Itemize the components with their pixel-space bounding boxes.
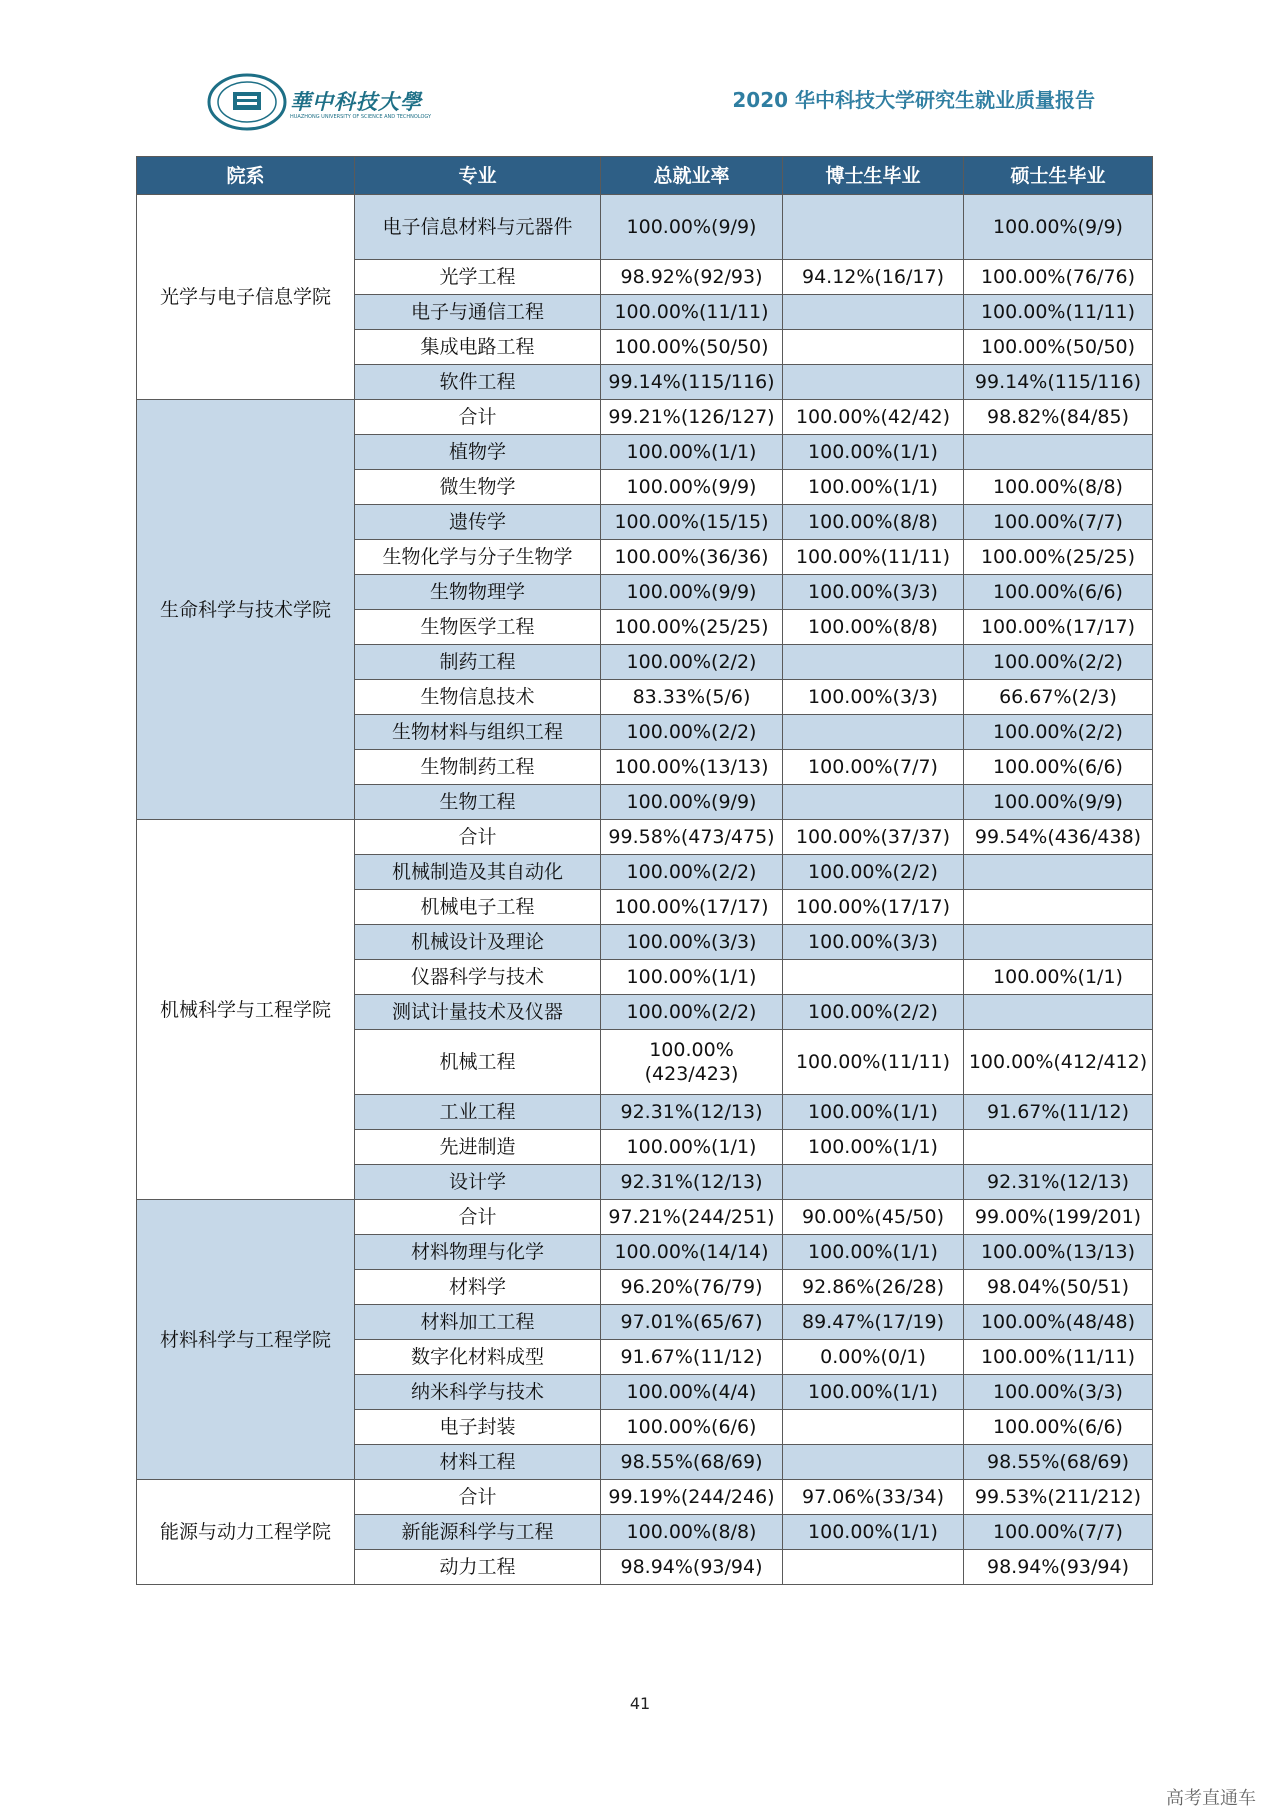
major-cell: 纳米科学与技术 — [355, 1375, 601, 1410]
major-cell: 生物医学工程 — [355, 610, 601, 645]
dept-cell: 光学与电子信息学院 — [137, 195, 355, 400]
phd-cell: 100.00%(3/3) — [783, 575, 964, 610]
phd-cell: 100.00%(1/1) — [783, 1130, 964, 1165]
master-cell: 100.00%(3/3) — [964, 1375, 1153, 1410]
phd-cell: 100.00%(8/8) — [783, 505, 964, 540]
total-cell: 100.00%(17/17) — [601, 890, 783, 925]
master-cell: 99.54%(436/438) — [964, 820, 1153, 855]
major-cell: 材料工程 — [355, 1445, 601, 1480]
dept-cell: 能源与动力工程学院 — [137, 1480, 355, 1585]
total-cell: 100.00%(4/4) — [601, 1375, 783, 1410]
master-cell: 100.00%(76/76) — [964, 260, 1153, 295]
master-cell: 100.00%(1/1) — [964, 960, 1153, 995]
major-cell: 动力工程 — [355, 1550, 601, 1585]
total-cell: 100.00%(6/6) — [601, 1410, 783, 1445]
total-cell: 100.00%(1/1) — [601, 1130, 783, 1165]
table-row — [137, 400, 1153, 435]
total-cell: 100.00%(2/2) — [601, 855, 783, 890]
total-cell: 98.55%(68/69) — [601, 1445, 783, 1480]
master-cell: 100.00%(412/412) — [964, 1030, 1153, 1095]
table-body — [137, 195, 1153, 1585]
major-cell: 机械电子工程 — [355, 890, 601, 925]
major-cell: 先进制造 — [355, 1130, 601, 1165]
major-cell: 生物材料与组织工程 — [355, 715, 601, 750]
master-cell — [964, 925, 1153, 960]
col-header-major: 专业 — [355, 157, 601, 195]
phd-cell: 92.86%(26/28) — [783, 1270, 964, 1305]
dept-cell: 机械科学与工程学院 — [137, 820, 355, 1200]
phd-cell: 100.00%(42/42) — [783, 400, 964, 435]
total-cell: 98.94%(93/94) — [601, 1550, 783, 1585]
master-cell: 98.94%(93/94) — [964, 1550, 1153, 1585]
phd-cell: 100.00%(1/1) — [783, 1095, 964, 1130]
dept-cell: 生命科学与技术学院 — [137, 400, 355, 820]
university-logo-subtext: HUAZHONG UNIVERSITY OF SCIENCE AND TECHNOLOGY — [290, 114, 432, 120]
major-cell: 材料物理与化学 — [355, 1235, 601, 1270]
master-cell: 100.00%(2/2) — [964, 715, 1153, 750]
master-cell: 100.00%(7/7) — [964, 505, 1153, 540]
major-cell: 光学工程 — [355, 260, 601, 295]
major-cell: 电子封装 — [355, 1410, 601, 1445]
master-cell: 100.00%(48/48) — [964, 1305, 1153, 1340]
total-cell: 99.21%(126/127) — [601, 400, 783, 435]
total-cell: 100.00%(9/9) — [601, 470, 783, 505]
major-cell: 材料学 — [355, 1270, 601, 1305]
major-cell: 遗传学 — [355, 505, 601, 540]
phd-cell: 100.00%(11/11) — [783, 540, 964, 575]
total-cell: 83.33%(5/6) — [601, 680, 783, 715]
master-cell: 91.67%(11/12) — [964, 1095, 1153, 1130]
report-title: 2020 华中科技大学研究生就业质量报告 — [732, 88, 1095, 112]
phd-cell: 100.00%(3/3) — [783, 925, 964, 960]
total-cell: 100.00%(2/2) — [601, 995, 783, 1030]
total-cell: 100.00%(11/11) — [601, 295, 783, 330]
col-header-total-rate: 总就业率 — [601, 157, 783, 195]
page-number: 41 — [629, 1694, 651, 1713]
master-cell: 100.00%(2/2) — [964, 645, 1153, 680]
major-cell: 材料加工工程 — [355, 1305, 601, 1340]
university-logo-text: 華中科技大學 — [290, 89, 422, 114]
phd-cell — [783, 1165, 964, 1200]
total-cell: 100.00%(9/9) — [601, 195, 783, 260]
total-cell: 100.00%(50/50) — [601, 330, 783, 365]
master-cell: 99.53%(211/212) — [964, 1480, 1153, 1515]
university-seal-icon — [206, 72, 288, 132]
total-cell: 100.00%(14/14) — [601, 1235, 783, 1270]
major-cell: 微生物学 — [355, 470, 601, 505]
total-cell: 100.00%(423/423) — [601, 1030, 783, 1095]
total-cell: 100.00%(36/36) — [601, 540, 783, 575]
phd-cell — [783, 1410, 964, 1445]
master-cell: 99.14%(115/116) — [964, 365, 1153, 400]
table-row — [137, 820, 1153, 855]
total-cell: 96.20%(76/79) — [601, 1270, 783, 1305]
total-cell: 99.14%(115/116) — [601, 365, 783, 400]
master-cell: 98.04%(50/51) — [964, 1270, 1153, 1305]
master-cell: 98.82%(84/85) — [964, 400, 1153, 435]
total-cell: 98.92%(92/93) — [601, 260, 783, 295]
table-row — [137, 1480, 1153, 1515]
major-cell: 电子与通信工程 — [355, 295, 601, 330]
major-cell: 电子信息材料与元器件 — [355, 195, 601, 260]
master-cell: 100.00%(9/9) — [964, 785, 1153, 820]
total-cell: 91.67%(11/12) — [601, 1340, 783, 1375]
page-header — [0, 0, 1280, 150]
phd-cell: 94.12%(16/17) — [783, 260, 964, 295]
phd-cell: 90.00%(45/50) — [783, 1200, 964, 1235]
master-cell: 100.00%(6/6) — [964, 1410, 1153, 1445]
phd-cell — [783, 1550, 964, 1585]
master-cell: 100.00%(17/17) — [964, 610, 1153, 645]
total-cell: 92.31%(12/13) — [601, 1095, 783, 1130]
table-row — [137, 1200, 1153, 1235]
major-cell: 生物制药工程 — [355, 750, 601, 785]
phd-cell: 97.06%(33/34) — [783, 1480, 964, 1515]
total-cell: 100.00%(13/13) — [601, 750, 783, 785]
master-cell: 98.55%(68/69) — [964, 1445, 1153, 1480]
phd-cell: 100.00%(3/3) — [783, 680, 964, 715]
master-cell: 100.00%(6/6) — [964, 575, 1153, 610]
total-cell: 100.00%(1/1) — [601, 960, 783, 995]
master-cell — [964, 995, 1153, 1030]
master-cell: 100.00%(13/13) — [964, 1235, 1153, 1270]
major-cell: 合计 — [355, 1480, 601, 1515]
total-cell: 100.00%(3/3) — [601, 925, 783, 960]
master-cell — [964, 855, 1153, 890]
total-cell: 97.01%(65/67) — [601, 1305, 783, 1340]
table-header-row — [137, 157, 1153, 195]
master-cell — [964, 435, 1153, 470]
phd-cell — [783, 715, 964, 750]
major-cell: 机械制造及其自动化 — [355, 855, 601, 890]
major-cell: 合计 — [355, 820, 601, 855]
phd-cell — [783, 195, 964, 260]
master-cell: 92.31%(12/13) — [964, 1165, 1153, 1200]
phd-cell: 100.00%(37/37) — [783, 820, 964, 855]
total-cell: 100.00%(8/8) — [601, 1515, 783, 1550]
phd-cell — [783, 645, 964, 680]
employment-rate-table — [136, 156, 1153, 1585]
major-cell: 生物工程 — [355, 785, 601, 820]
phd-cell: 100.00%(1/1) — [783, 1515, 964, 1550]
total-cell: 100.00%(25/25) — [601, 610, 783, 645]
col-header-phd: 博士生毕业 — [783, 157, 964, 195]
table-row — [137, 195, 1153, 260]
major-cell: 新能源科学与工程 — [355, 1515, 601, 1550]
total-cell: 100.00%(2/2) — [601, 645, 783, 680]
master-cell: 100.00%(9/9) — [964, 195, 1153, 260]
phd-cell — [783, 365, 964, 400]
master-cell — [964, 890, 1153, 925]
phd-cell — [783, 1445, 964, 1480]
phd-cell: 100.00%(17/17) — [783, 890, 964, 925]
master-cell: 100.00%(25/25) — [964, 540, 1153, 575]
major-cell: 合计 — [355, 1200, 601, 1235]
major-cell: 生物信息技术 — [355, 680, 601, 715]
master-cell: 100.00%(11/11) — [964, 295, 1153, 330]
major-cell: 制药工程 — [355, 645, 601, 680]
phd-cell: 100.00%(1/1) — [783, 435, 964, 470]
phd-cell: 100.00%(1/1) — [783, 1235, 964, 1270]
major-cell: 仪器科学与技术 — [355, 960, 601, 995]
master-cell: 100.00%(7/7) — [964, 1515, 1153, 1550]
major-cell: 生物化学与分子生物学 — [355, 540, 601, 575]
dept-cell: 材料科学与工程学院 — [137, 1200, 355, 1480]
major-cell: 机械设计及理论 — [355, 925, 601, 960]
total-cell: 97.21%(244/251) — [601, 1200, 783, 1235]
total-cell: 100.00%(9/9) — [601, 785, 783, 820]
master-cell: 100.00%(8/8) — [964, 470, 1153, 505]
master-cell: 100.00%(50/50) — [964, 330, 1153, 365]
phd-cell: 100.00%(1/1) — [783, 470, 964, 505]
total-cell: 99.58%(473/475) — [601, 820, 783, 855]
major-cell: 集成电路工程 — [355, 330, 601, 365]
total-cell: 100.00%(1/1) — [601, 435, 783, 470]
total-cell: 92.31%(12/13) — [601, 1165, 783, 1200]
total-cell: 100.00%(15/15) — [601, 505, 783, 540]
master-cell: 100.00%(11/11) — [964, 1340, 1153, 1375]
master-cell: 100.00%(6/6) — [964, 750, 1153, 785]
major-cell: 机械工程 — [355, 1030, 601, 1095]
major-cell: 工业工程 — [355, 1095, 601, 1130]
major-cell: 软件工程 — [355, 365, 601, 400]
total-cell: 100.00%(2/2) — [601, 715, 783, 750]
major-cell: 设计学 — [355, 1165, 601, 1200]
master-cell — [964, 1130, 1153, 1165]
major-cell: 植物学 — [355, 435, 601, 470]
phd-cell: 100.00%(2/2) — [783, 995, 964, 1030]
phd-cell — [783, 330, 964, 365]
watermark: 高考直通车 — [1166, 1788, 1256, 1809]
master-cell: 99.00%(199/201) — [964, 1200, 1153, 1235]
phd-cell: 100.00%(2/2) — [783, 855, 964, 890]
major-cell: 生物物理学 — [355, 575, 601, 610]
phd-cell: 100.00%(8/8) — [783, 610, 964, 645]
phd-cell — [783, 960, 964, 995]
major-cell: 测试计量技术及仪器 — [355, 995, 601, 1030]
master-cell: 66.67%(2/3) — [964, 680, 1153, 715]
phd-cell — [783, 295, 964, 330]
major-cell: 数字化材料成型 — [355, 1340, 601, 1375]
total-cell: 99.19%(244/246) — [601, 1480, 783, 1515]
phd-cell: 100.00%(11/11) — [783, 1030, 964, 1095]
phd-cell: 89.47%(17/19) — [783, 1305, 964, 1340]
phd-cell: 100.00%(1/1) — [783, 1375, 964, 1410]
col-header-master: 硕士生毕业 — [964, 157, 1153, 195]
phd-cell: 100.00%(7/7) — [783, 750, 964, 785]
major-cell: 合计 — [355, 400, 601, 435]
col-header-dept: 院系 — [137, 157, 355, 195]
phd-cell — [783, 785, 964, 820]
total-cell: 100.00%(9/9) — [601, 575, 783, 610]
phd-cell: 0.00%(0/1) — [783, 1340, 964, 1375]
